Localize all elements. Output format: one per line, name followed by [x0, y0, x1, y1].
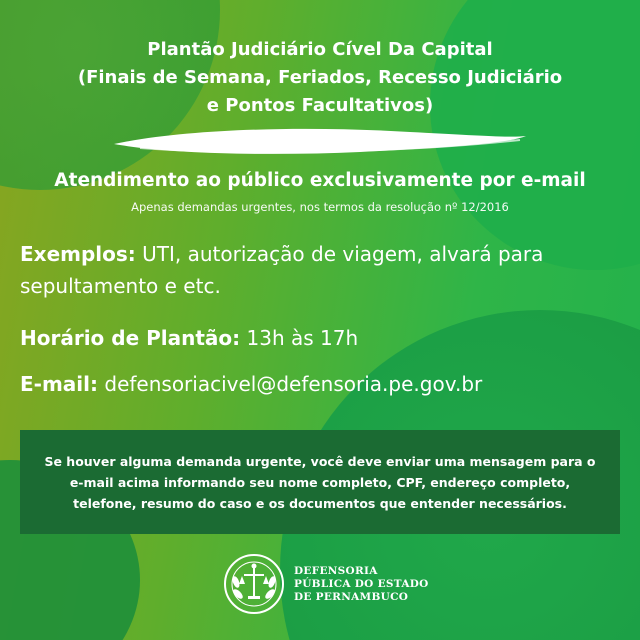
title-line: (Finais de Semana, Feriados, Recesso Judiciário — [77, 67, 563, 88]
service-headline: Atendimento ao público exclusivamente por e-mail — [54, 170, 586, 191]
title-line: Plantão Judiciário Cível Da Capital — [147, 39, 493, 60]
org-name-line: DEFENSORIA — [294, 564, 378, 577]
notice-text: Se houver alguma demanda urgente, você deve enviar uma mensagem para o e-mail acima informando seu nome completo, CPF, endereço completo, telefone, resumo do caso e os documentos que entender necessários. — [44, 453, 596, 511]
examples-label: Exemplos: — [20, 242, 136, 266]
org-name-line: PÚBLICA DO ESTADO — [294, 577, 429, 590]
email-paragraph — [20, 368, 620, 400]
urgent-notice-box — [20, 430, 620, 534]
examples-paragraph — [20, 238, 620, 302]
hours-label: Horário de Plantão: — [20, 326, 241, 350]
title-line: e Pontos Facultativos) — [206, 95, 434, 116]
hours-value: 13h às 17h — [240, 326, 359, 350]
org-name — [294, 565, 429, 604]
email-value: defensoriacivel@defensoria.pe.gov.br — [98, 372, 483, 396]
service-note: Apenas demandas urgentes, nos termos da resolução nº 12/2016 — [131, 200, 509, 214]
org-logo — [222, 552, 429, 616]
org-name-line: DE PERNAMBUCO — [294, 590, 409, 603]
email-label: E-mail: — [20, 372, 99, 396]
examples-value: UTI, autorização de viagem, alvará para sepultamento e etc. — [20, 242, 544, 298]
page-title — [20, 36, 620, 120]
defensoria-seal-icon — [222, 552, 286, 616]
hours-paragraph — [20, 322, 620, 354]
brush-stroke-divider — [110, 122, 530, 162]
